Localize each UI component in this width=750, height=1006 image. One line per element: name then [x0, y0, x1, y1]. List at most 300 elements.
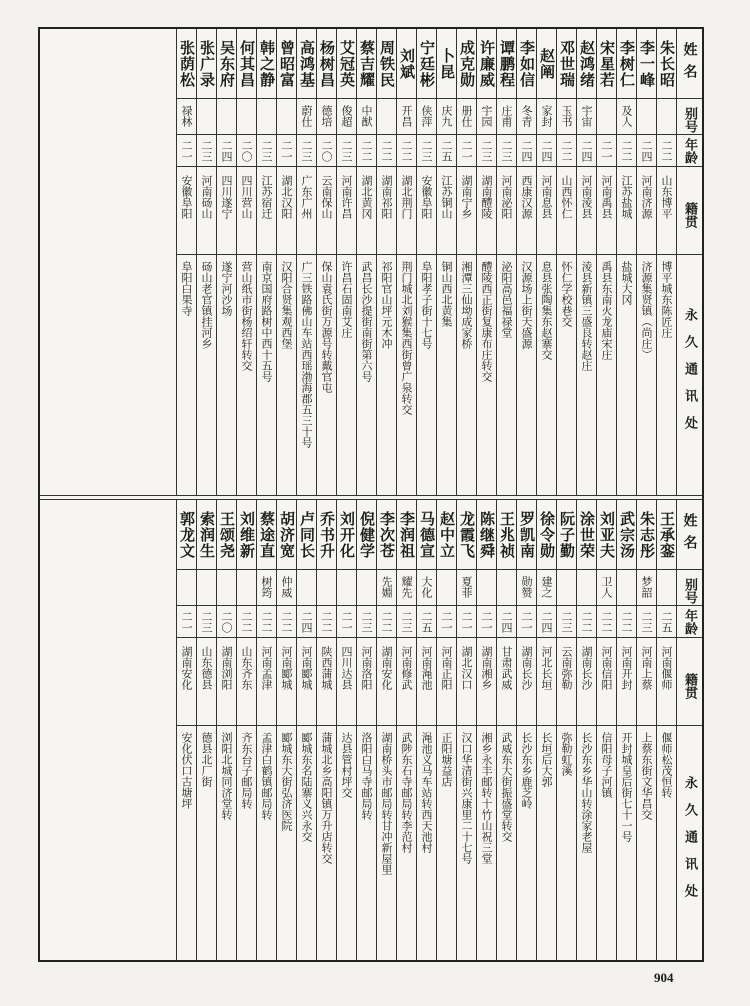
record-address: 武陟东石寺邮局转李范村 [400, 732, 413, 853]
record-column [476, 500, 496, 961]
header-column [676, 500, 702, 961]
record-origin: 河北长垣 [537, 638, 556, 726]
record-alias: 俊超 [337, 99, 356, 135]
record-column [576, 500, 596, 961]
record-column [216, 500, 236, 961]
record-name: 卢同长 [297, 500, 316, 570]
roster-block-top [40, 29, 702, 496]
record-column [236, 500, 256, 961]
record-age: 二四 [577, 135, 596, 167]
record-origin: 河南济源 [637, 167, 656, 255]
record-name: 许廉威 [477, 29, 496, 99]
record-column [516, 29, 536, 495]
record-origin: 河南渑池 [417, 638, 436, 726]
record-address: 淩县新镇三盛良转赵庄 [580, 261, 593, 371]
record-name: 陈继舜 [477, 500, 496, 570]
record-address: 博平城东陈匠庄 [660, 261, 673, 338]
record-address: 阜阳孝子街十七号 [420, 261, 433, 349]
record-origin: 湖北荆门 [397, 167, 416, 255]
page-number: 904 [654, 970, 674, 985]
record-alias: 仲威 [277, 570, 296, 606]
record-address: 汉口华清街兴康里二十七号 [460, 732, 473, 864]
record-age: 二二 [617, 135, 636, 167]
record-name: 蔡吉耀 [357, 29, 376, 99]
record-alias: 勋赞 [517, 570, 536, 606]
record-name: 周铁民 [377, 29, 396, 99]
record-address: 开封城皇后街七十一号 [620, 732, 633, 842]
record-column [476, 29, 496, 495]
record-alias: 蔚仕 [297, 99, 316, 135]
record-alias: 先婣 [377, 570, 396, 606]
record-address: 阜阳白果寺 [180, 261, 193, 316]
header-alias: 别号 [677, 570, 702, 606]
record-column [236, 29, 256, 495]
record-address: 武昌长沙提街南街第六号 [360, 261, 373, 382]
record-column [296, 500, 316, 961]
record-origin: 甘肃武威 [497, 638, 516, 726]
record-age: 二五 [417, 606, 436, 638]
header-origin: 籍贯 [677, 167, 702, 255]
record-column [296, 29, 316, 495]
record-name: 李润祖 [397, 500, 416, 570]
record-address: 德县北厂街 [200, 732, 213, 787]
record-origin: 湖南宁乡 [457, 167, 476, 255]
record-age: 二二 [557, 135, 576, 167]
record-age: 二三 [357, 606, 376, 638]
record-alias: 及人 [617, 99, 636, 135]
record-origin: 湖南浏阳 [217, 638, 236, 726]
record-origin: 山西怀仁 [557, 167, 576, 255]
record-age: 二四 [497, 606, 516, 638]
record-address: 浏阳北城同济堂转 [220, 732, 233, 820]
record-origin: 山东博平 [657, 167, 676, 255]
record-column [176, 29, 196, 495]
record-origin: 河南郾城 [277, 638, 296, 726]
record-address: 偃师松茂恒转 [660, 732, 673, 798]
record-address: 砀山老官镇挂河乡 [200, 261, 213, 349]
record-address: 上蔡东街文华昌交 [640, 732, 653, 820]
record-column [336, 500, 356, 961]
record-column [356, 29, 376, 495]
record-alias [357, 570, 376, 606]
record-column [376, 29, 396, 495]
record-alias: 庆九 [437, 99, 456, 135]
record-age: 二二 [577, 606, 596, 638]
record-alias [217, 570, 236, 606]
record-alias: 耀先 [397, 570, 416, 606]
record-alias [337, 570, 356, 606]
record-address: 安化伏口古塘坪 [180, 732, 193, 809]
record-name: 高鸿基 [297, 29, 316, 99]
record-address: 正阳塘益店 [440, 732, 453, 787]
record-origin: 河南信阳 [597, 638, 616, 726]
record-name: 李树仁 [617, 29, 636, 99]
record-address: 湖南桥头市邮局转甘冲新屋里 [380, 732, 393, 875]
record-age: 二一 [177, 606, 196, 638]
record-name: 索润生 [197, 500, 216, 570]
record-alias: 梦韶 [637, 570, 656, 606]
record-alias [237, 570, 256, 606]
record-address: 泌阳高邑福禄堂 [500, 261, 513, 338]
record-age: 二二 [397, 135, 416, 167]
record-address: 汉阳合贤集观西堡 [280, 261, 293, 349]
record-origin: 湖南长沙 [577, 638, 596, 726]
record-name: 阮子勤 [557, 500, 576, 570]
record-address: 盐城大冈 [620, 261, 633, 305]
record-alias [257, 99, 276, 135]
record-column [616, 500, 636, 961]
record-age: 二二 [377, 135, 396, 167]
record-age: 二四 [217, 135, 236, 167]
record-origin: 河南禹县 [597, 167, 616, 255]
record-origin: 湖南祁阳 [377, 167, 396, 255]
record-address: 孟津白鹤镇邮局转 [260, 732, 273, 820]
record-alias: 侠萍 [417, 99, 436, 135]
record-name: 王颂尧 [217, 500, 236, 570]
record-alias: 家封 [537, 99, 556, 135]
record-age: 二三 [477, 135, 496, 167]
record-column [196, 29, 216, 495]
record-address: 湘乡永丰邮转十竹山祝三堂 [480, 732, 493, 864]
record-alias: 庄甫 [497, 99, 516, 135]
record-name: 邓世瑞 [557, 29, 576, 99]
record-origin: 河南修武 [397, 638, 416, 726]
record-alias [557, 570, 576, 606]
record-name: 胡济宽 [277, 500, 296, 570]
record-alias: 禄林 [177, 99, 196, 135]
record-address: 长沙东乡华山转涂家老屋 [580, 732, 593, 853]
record-alias: 册仕 [457, 99, 476, 135]
record-origin: 河南砀山 [197, 167, 216, 255]
record-address: 广三铁路佛山车站西瑶渤海郡五三十号 [300, 261, 313, 448]
record-column [396, 500, 416, 961]
record-address: 齐东台子邮局转 [240, 732, 253, 809]
record-address: 营山纸市街杨绍轩转交 [240, 261, 253, 371]
record-column [456, 500, 476, 961]
record-address: 怀仁学校巷交 [560, 261, 573, 327]
record-age: 二四 [637, 135, 656, 167]
record-age: 二一 [177, 135, 196, 167]
record-address: 荆门城北刘猴集西街曾广泉转交 [400, 261, 413, 415]
record-column [496, 500, 516, 961]
record-name: 倪健学 [357, 500, 376, 570]
record-column [276, 29, 296, 495]
record-address: 祁阳官山坪元木冲 [380, 261, 393, 349]
record-origin: 湖北黄冈 [357, 167, 376, 255]
record-age: 二三 [297, 135, 316, 167]
record-address: 湘潭三仙坳成家桥 [460, 261, 473, 349]
record-age: 二一 [597, 135, 616, 167]
record-alias [617, 570, 636, 606]
record-name: 成克勋 [457, 29, 476, 99]
header-age: 年龄 [677, 606, 702, 638]
record-alias [637, 99, 656, 135]
record-alias [217, 99, 236, 135]
record-age: 二三 [557, 606, 576, 638]
record-name: 蔡途直 [257, 500, 276, 570]
record-name: 龙霞飞 [457, 500, 476, 570]
record-name: 宋星若 [597, 29, 616, 99]
record-age: 二二 [657, 135, 676, 167]
record-column [336, 29, 356, 495]
record-column [316, 500, 336, 961]
record-origin: 山东齐东 [237, 638, 256, 726]
record-address: 洛阳白马寺邮局转 [360, 732, 373, 820]
record-alias: 树筠 [257, 570, 276, 606]
record-column [216, 29, 236, 495]
record-age: 二三 [417, 135, 436, 167]
record-name: 艾冠英 [337, 29, 356, 99]
record-name: 宁廷彬 [417, 29, 436, 99]
record-alias [477, 570, 496, 606]
record-origin: 湖南安化 [177, 638, 196, 726]
record-alias [317, 570, 336, 606]
record-age: 二二 [357, 135, 376, 167]
record-column [256, 29, 276, 495]
record-alias [657, 99, 676, 135]
record-name: 李一峰 [637, 29, 656, 99]
record-column [256, 500, 276, 961]
record-name: 张广录 [197, 29, 216, 99]
record-column [556, 29, 576, 495]
record-name: 吴东府 [217, 29, 236, 99]
record-age: 二三 [397, 606, 416, 638]
record-name: 赵中立 [437, 500, 456, 570]
record-column [596, 29, 616, 495]
record-name: 刘维新 [237, 500, 256, 570]
record-age: 二三 [637, 606, 656, 638]
record-address: 达县管村坪交 [340, 732, 353, 798]
record-column [316, 29, 336, 495]
record-column [556, 500, 576, 961]
record-name: 赵鸿绪 [577, 29, 596, 99]
record-origin: 河南正阳 [437, 638, 456, 726]
record-origin: 云南保山 [317, 167, 336, 255]
record-alias: 建之 [537, 570, 556, 606]
record-name: 王兆祯 [497, 500, 516, 570]
record-age: 二一 [457, 606, 476, 638]
record-address: 保山袁氏街万源号转戴官屯 [320, 261, 333, 393]
record-column [656, 29, 676, 495]
record-address: 渑池义马车站转西天池村 [420, 732, 433, 853]
record-name: 郭龙文 [177, 500, 196, 570]
header-address: 永久通讯处 [682, 307, 697, 443]
record-address: 遂宁河沙场 [220, 261, 233, 316]
record-column [536, 500, 556, 961]
record-origin: 四川遂宁 [217, 167, 236, 255]
record-column [356, 500, 376, 961]
record-name: 罗凯南 [517, 500, 536, 570]
record-origin: 湖南醴陵 [477, 167, 496, 255]
record-age: 二四 [537, 606, 556, 638]
record-name: 谭鹏程 [497, 29, 516, 99]
record-alias [297, 570, 316, 606]
record-address: 长垣后大郭 [540, 732, 553, 787]
record-address: 弥勒虹溪 [560, 732, 573, 776]
record-origin: 湖南安化 [377, 638, 396, 726]
record-age: 二二 [317, 606, 336, 638]
record-origin: 云南弥勒 [557, 638, 576, 726]
record-name: 涂世荣 [577, 500, 596, 570]
header-address: 永久通讯处 [682, 776, 697, 911]
record-column [636, 29, 656, 495]
record-age: 二四 [297, 606, 316, 638]
record-origin: 四川营山 [237, 167, 256, 255]
record-alias: 冬青 [517, 99, 536, 135]
record-origin: 湖南湘乡 [477, 638, 496, 726]
record-origin: 江苏铜山 [437, 167, 456, 255]
record-age: 二三 [497, 135, 516, 167]
record-alias: 玉书 [557, 99, 576, 135]
record-alias [237, 99, 256, 135]
record-alias [577, 570, 596, 606]
record-address: 醴陵西正街复康布庄转交 [480, 261, 493, 382]
record-address: 长沙东乡鹿芝岭 [520, 732, 533, 809]
record-column [416, 500, 436, 961]
record-alias [197, 570, 216, 606]
record-address: 铜山西北黄集 [440, 261, 453, 327]
record-column [596, 500, 616, 961]
record-name: 何其昌 [237, 29, 256, 99]
record-column [436, 500, 456, 961]
record-origin: 河南洛阳 [357, 638, 376, 726]
record-address: 蒲城北乡高阳镇万升店转交 [320, 732, 333, 864]
record-name: 韩之静 [257, 29, 276, 99]
record-alias: 德培 [317, 99, 336, 135]
record-name: 徐令勋 [537, 500, 556, 570]
record-origin: 河南泌阳 [497, 167, 516, 255]
record-age: 二一 [517, 606, 536, 638]
record-alias: 开昌 [397, 99, 416, 135]
record-name: 张荫松 [177, 29, 196, 99]
record-alias: 中猷 [357, 99, 376, 135]
record-age: 二〇 [237, 135, 256, 167]
record-name: 曾昭富 [277, 29, 296, 99]
record-alias [497, 570, 516, 606]
record-age: 二三 [197, 606, 216, 638]
record-address: 许昌石固南艾庄 [340, 261, 353, 338]
record-column [436, 29, 456, 495]
record-origin: 安徽阜阳 [177, 167, 196, 255]
record-age: 二四 [517, 135, 536, 167]
record-column [196, 500, 216, 961]
record-address: 武威东大街振盛堂转交 [500, 732, 513, 842]
record-age: 二三 [197, 135, 216, 167]
record-column [276, 500, 296, 961]
record-address: 禹县东南火龙庙宋庄 [600, 261, 613, 360]
record-name: 刘亚夫 [597, 500, 616, 570]
record-age: 二二 [617, 606, 636, 638]
record-alias [377, 99, 396, 135]
record-column [536, 29, 556, 495]
record-name: 朱志彤 [637, 500, 656, 570]
record-age: 二二 [377, 606, 396, 638]
record-column [376, 500, 396, 961]
record-age: 二〇 [317, 135, 336, 167]
record-name: 王承銮 [657, 500, 676, 570]
record-origin: 江苏盐城 [617, 167, 636, 255]
record-column [416, 29, 436, 495]
header-origin: 籍贯 [677, 638, 702, 726]
record-alias: 夏菲 [457, 570, 476, 606]
record-alias [177, 570, 196, 606]
record-column [396, 29, 416, 495]
record-alias [277, 99, 296, 135]
record-age: 二一 [337, 606, 356, 638]
record-age: 二五 [437, 135, 456, 167]
record-origin: 湖南长沙 [517, 638, 536, 726]
record-age: 二五 [657, 606, 676, 638]
header-name: 姓名 [677, 500, 702, 570]
header-age: 年龄 [677, 135, 702, 167]
record-alias [657, 570, 676, 606]
record-age: 二一 [477, 606, 496, 638]
record-age: 二二 [257, 606, 276, 638]
record-origin: 广东广州 [297, 167, 316, 255]
record-alias: 宇园 [477, 99, 496, 135]
record-age: 二二 [597, 606, 616, 638]
record-name: 卜昆 [437, 29, 456, 99]
record-name: 马德宣 [417, 500, 436, 570]
record-name: 刘斌 [397, 29, 416, 99]
header-name: 姓名 [677, 29, 702, 99]
record-age: 二一 [277, 135, 296, 167]
record-origin: 安徽阜阳 [417, 167, 436, 255]
record-origin: 河南上蔡 [637, 638, 656, 726]
record-origin: 四川达县 [337, 638, 356, 726]
record-origin: 河南孟津 [257, 638, 276, 726]
record-column [176, 500, 196, 961]
roster-table [38, 27, 704, 962]
record-column [456, 29, 476, 495]
record-age: 二二 [237, 606, 256, 638]
record-address: 汉源场上街天盛源 [520, 261, 533, 349]
header-column [676, 29, 702, 495]
record-column [616, 29, 636, 495]
record-age: 二三 [337, 135, 356, 167]
record-origin: 河南偃师 [657, 638, 676, 726]
record-column [516, 500, 536, 961]
record-alias: 宇宙 [577, 99, 596, 135]
record-name: 赵阐 [537, 29, 556, 99]
record-alias: 卫人 [597, 570, 616, 606]
record-origin: 山东德县 [197, 638, 216, 726]
record-origin: 江苏宿迁 [257, 167, 276, 255]
record-name: 李次苍 [377, 500, 396, 570]
record-origin: 河南淩县 [577, 167, 596, 255]
record-address: 息县张陶集东赵寨交 [540, 261, 553, 360]
record-origin: 陕西蒲城 [317, 638, 336, 726]
record-origin: 河南开封 [617, 638, 636, 726]
record-age: 二一 [457, 135, 476, 167]
record-column [656, 500, 676, 961]
record-alias [197, 99, 216, 135]
record-alias [437, 570, 456, 606]
record-address: 南京国府路树中西十五号 [260, 261, 273, 382]
record-age: 二四 [537, 135, 556, 167]
record-address: 郾城东大街弘济医院 [280, 732, 293, 831]
record-address: 信阳母子河镇 [600, 732, 613, 798]
record-age: 二一 [437, 606, 456, 638]
record-origin: 湖北汉阳 [277, 167, 296, 255]
record-name: 朱长昭 [657, 29, 676, 99]
record-name: 刘开化 [337, 500, 356, 570]
record-origin: 河南许昌 [337, 167, 356, 255]
record-column [576, 29, 596, 495]
record-age: 二三 [257, 135, 276, 167]
record-name: 李如信 [517, 29, 536, 99]
record-address: 济源集贤镇（尚庄） [640, 261, 653, 360]
